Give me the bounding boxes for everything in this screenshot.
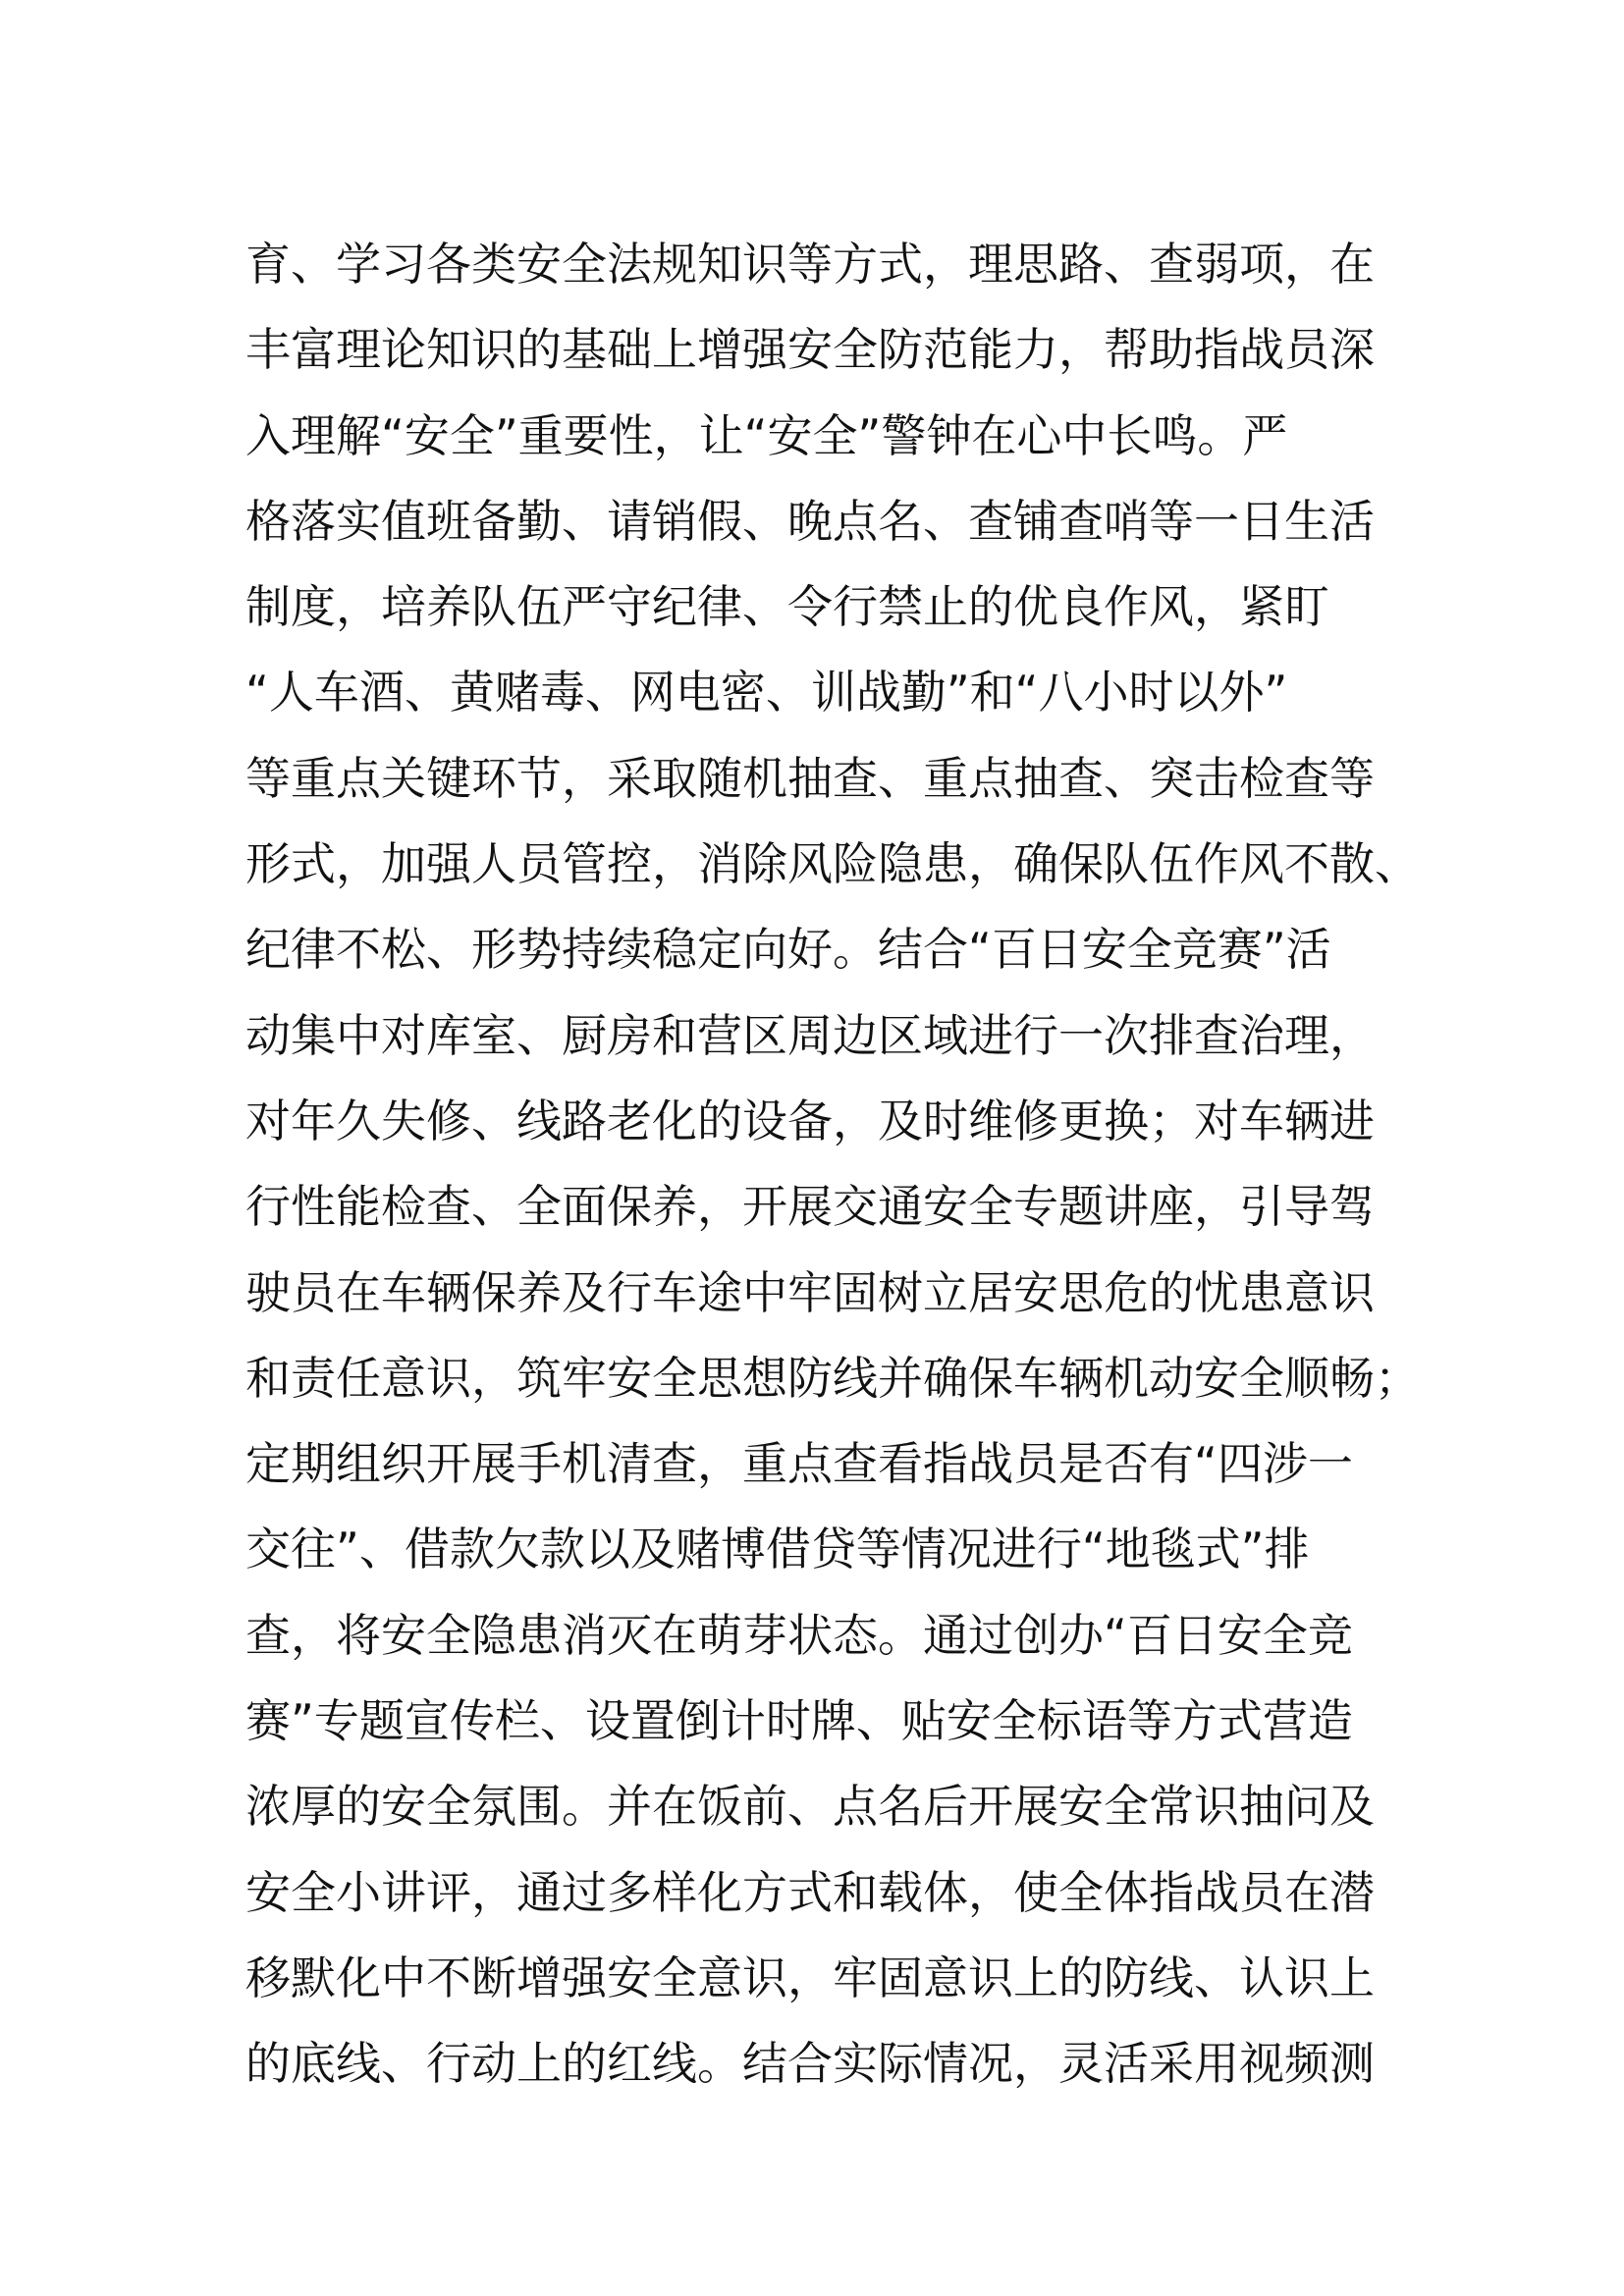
text-line-20: 安全小讲评，通过多样化方式和载体，使全体指战员在潜 [245, 1865, 1375, 1919]
text-line-21: 移默化中不断增强安全意识，牢固意识上的防线、认识上 [245, 1950, 1375, 2004]
text-line-18: 赛”专题宣传栏、设置倒计时牌、贴安全标语等方式营造 [245, 1694, 1353, 1748]
text-line-14: 和责任意识，筑牢安全思想防线并确保车辆机动安全顺畅； [245, 1351, 1420, 1405]
text-line-15: 定期组织开展手机清查，重点查看指战员是否有“四涉一 [245, 1437, 1353, 1491]
text-line-1: 育、学习各类安全法规知识等方式，理思路、查弱项，在 [245, 238, 1375, 291]
text-line-16: 交往”、借款欠款以及赌博借贷等情况进行“地毯式”排 [245, 1522, 1310, 1576]
text-line-13: 驶员在车辆保养及行车途中牢固树立居安思危的忧患意识 [245, 1265, 1375, 1319]
text-line-5: 制度，培养队伍严守纪律、令行禁止的优良作风，紧盯 [245, 580, 1329, 634]
text-line-3: 入理解“安全”重要性，让“安全”警钟在心中长鸣。严 [245, 408, 1288, 462]
text-line-8: 形式，加强人员管控，消除风险隐患，确保队伍作风不散、 [245, 837, 1420, 891]
text-line-2: 丰富理论知识的基础上增强安全防范能力，帮助指战员深 [245, 323, 1375, 377]
text-line-7: 等重点关键环节，采取随机抽查、重点抽查、突击检查等 [245, 751, 1375, 805]
text-line-12: 行性能检查、全面保养，开展交通安全专题讲座，引导驾 [245, 1180, 1375, 1234]
text-line-19: 浓厚的安全氛围。并在饭前、点名后开展安全常识抽问及 [245, 1780, 1375, 1834]
text-line-11: 对年久失修、线路老化的设备，及时维修更换；对车辆进 [245, 1094, 1375, 1148]
text-line-22: 的底线、行动上的红线。结合实际情况，灵活采用视频测 [245, 2037, 1375, 2091]
text-line-6: “人车酒、黄赌毒、网电密、训战勤”和“八小时以外” [245, 666, 1288, 720]
text-line-9: 纪律不松、形势持续稳定向好。结合“百日安全竞赛”活 [245, 923, 1331, 977]
body-paragraph [245, 222, 1420, 2108]
text-line-10: 动集中对库室、厨房和营区周边区域进行一次排查治理， [245, 1008, 1375, 1062]
text-line-17: 查，将安全隐患消灭在萌芽状态。通过创办“百日安全竞 [245, 1608, 1353, 1662]
text-line-4: 格落实值班备勤、请销假、晚点名、查铺查哨等一日生活 [245, 494, 1375, 548]
